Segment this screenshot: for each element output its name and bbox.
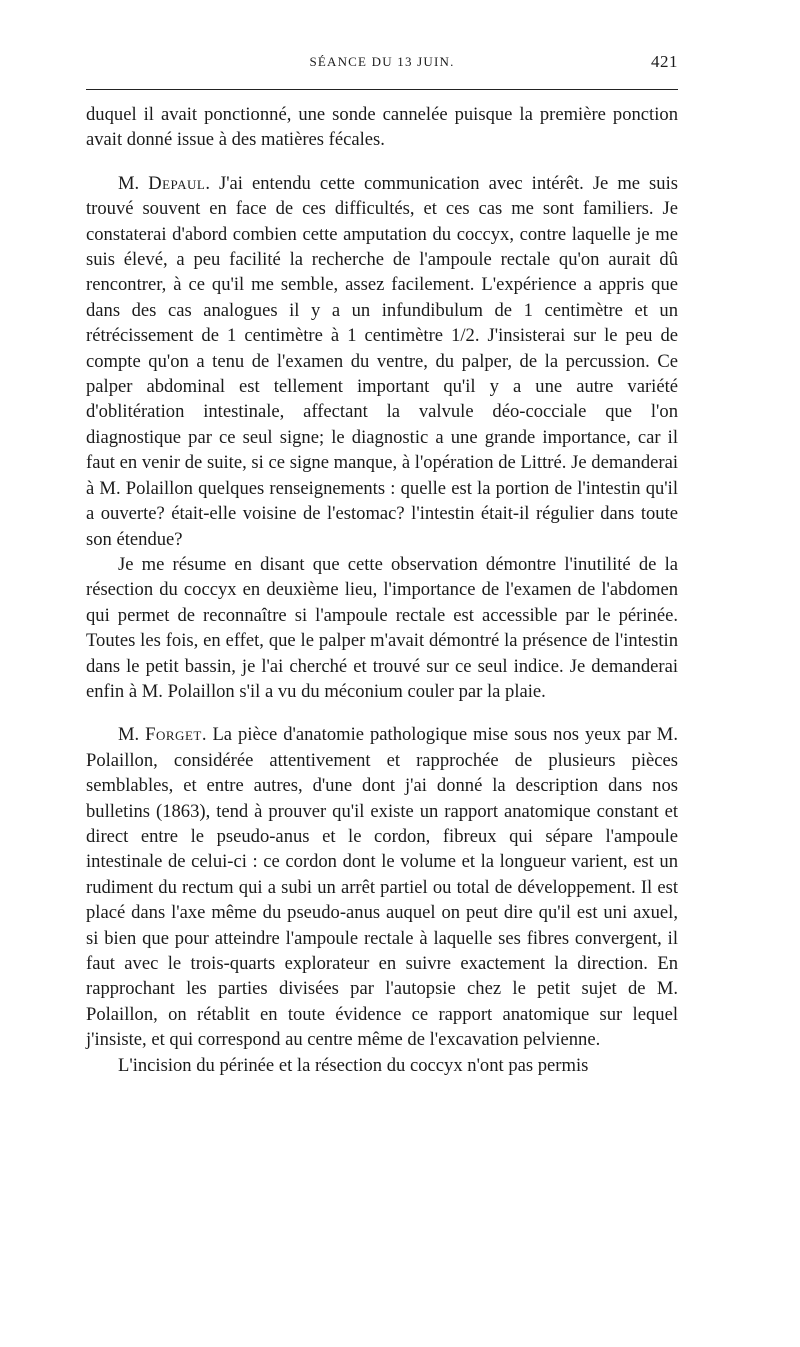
paragraph-text: . La pièce d'anatomie pathologique mise sous nos yeux par M. Polaillon, considérée attentivement et rapprochée de plusieurs pièces semblables, et entre autres, d'une dont j'ai donné la description dans nos bulletins (1863), tend à prouver qu'il existe un rapport anatomique constant et direct entre le pseudo-anus et le cordon, fibreux qui sépare l'ampoule intestinale de celui-ci : ce cordon dont le volume et la longueur varient, est un rudiment du rectum qui a subi un arrêt partiel ou total de développement. Il est placé dans l'axe même du pseudo-anus auquel on peut dire qu'il est uni axuel, si bien que pour atteindre l'ampoule rectale à laquelle ses fibres convergent, il faut avec le trois-quarts explorateur en suivre exactement la direction. En rapprochant les parties divisées par l'autopsie chez le petit sujet de M. Polaillon, on rétablit en toute évidence ce rapport anatomique sur lequel j'insiste, et qui correspond au centre même de l'excavation pelvienne. — [86, 724, 678, 1051]
paragraph-final — [86, 1053, 678, 1078]
paragraph-text: Je me résume en disant que cette observation démontre l'inutilité de la résection du coccyx en deuxième lieu, l'importance de l'examen de l'abdomen qui permet de reconnaître si l'ampoule rectale est accessible par le périnée. Toutes les fois, en effet, que le palper m'avait démontré la présence de l'intestin dans le petit bassin, je l'ai cherché et trouvé sur ce seul indice. Je demanderai enfin à M. Polaillon s'il a vu du méconium couler par la plaie. — [86, 553, 678, 702]
speaker-prefix: M. — [118, 724, 146, 746]
page-number: 421 — [651, 52, 678, 71]
header-rule — [86, 89, 678, 90]
page-header — [86, 52, 678, 80]
paragraph-text: . J'ai entendu cette communication avec intérêt. Je me suis trouvé souvent en face de ces difficultés, et ces cas me sont familiers. Je constaterai d'abord combien cette amputation du coccyx, contre laquelle je me suis élevé, a peu facilité la recherche de l'ampoule rectale qu'on aurait dû rencontrer, à ce qu'il me semble, assez facilement. L'expérience a appris que dans des cas analogues il y a un infundibulum de 1 centimètre et un rétrécissement de 1 centimètre à 1 centimètre 1/2. J'insisterai sur le peu de compte qu'on a tenu de l'examen du ventre, du palper, de la percussion. Ce palper abdominal est tellement important qu'il y a une autre variété d'oblitération intestinale, affectant la valvule déo-cocciale que l'on diagnostique par ce seul signe; le diagnostic a une grande importance, car il faut en venir de suite, si ce signe manque, à l'opération de Littré. Je demanderai à M. Polaillon quelques renseignements : quelle est la portion de l'intestin qu'il a ouverte? était-elle voisine de l'estomac? l'intestin était-il régulier dans toute son étendue? — [86, 172, 678, 550]
paragraph-summary — [86, 552, 678, 704]
paragraph-text: L'incision du périnée et la résection du coccyx n'ont pas permis — [118, 1054, 589, 1076]
page-body — [86, 102, 678, 1078]
speaker-name: Depaul — [148, 172, 206, 194]
running-head: SÉANCE DU 13 JUIN. — [309, 54, 455, 69]
speaker-name: Forget — [145, 724, 202, 746]
paragraph-continuation — [86, 102, 678, 153]
paragraph-text: duquel il avait ponctionné, une sonde cannelée puisque la première ponction avait donné issue à des matières fécales. — [86, 104, 678, 151]
paragraph-depaul — [86, 171, 678, 552]
speaker-prefix: M. — [118, 172, 149, 194]
paragraph-forget — [86, 722, 678, 1052]
